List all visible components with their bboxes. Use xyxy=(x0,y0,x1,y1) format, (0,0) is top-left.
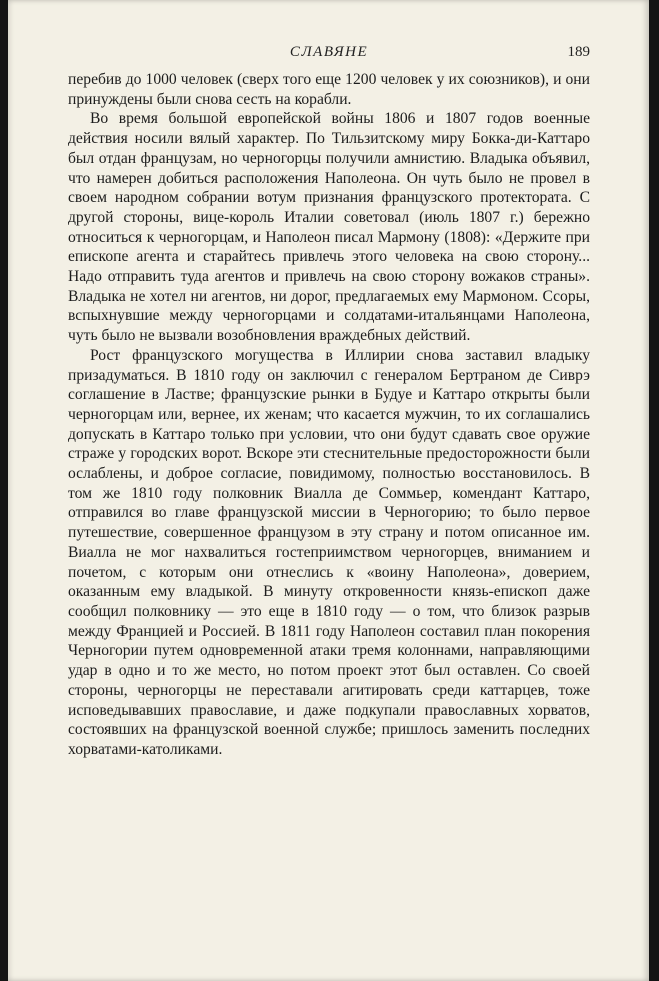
body-text xyxy=(68,70,590,760)
page-header xyxy=(68,44,590,64)
paragraph: Рост французского могущества в Иллирии снова заставил владыку призадуматься. В 1810 году он заключил с генералом Бертраном де Сиврэ соглашение в Ластве; французские рынки в Будуе и Каттаро открыты были черногорцам или, вернее, их женам; что касается мужчин, то их соглашались допускать в Каттаро только при условии, что они будут сдавать свое оружие страже у городских ворот. Вскоре эти стеснительные предосторожности были ослаблены, и доброе согласие, повидимому, полностью восстановилось. В том же 1810 году полковник Виалла де Соммьер, комендант Каттаро, отправился во главе французской миссии в Черногорию; то было первое путешествие, совершенное французом в эту страну и потом описанное им. Виалла не мог нахвалиться гостеприимством черногорцев, вниманием и почетом, с которым они отнеслись к «воину Наполеона», доверием, оказанным ему владыкой. В минуту откровенности князь-епископ даже сообщил полковнику — это еще в 1810 году — о том, что близок разрыв между Францией и Россией. В 1811 году Наполеон составил план покорения Черногории путем одновременной атаки тремя колоннами, направляющими удар в одно и то же место, но потом проект этот был оставлен. Со своей стороны, черногорцы не переставали агитировать среди каттарцев, тоже исповедывавших православие, и даже подкупали православных хорватов, состоявших на французской военной службе; пришлось заменить последних хорватами-католиками. xyxy=(68,346,590,758)
paragraph: Во время большой европейской войны 1806 и 1807 годов военные действия носили вялый характер. По Тильзитскому миру Бокка-ди-Каттаро был отдан французам, но черногорцы получили амнистию. Владыка объявил, что намерен добиться расположения Наполеона. Он чуть было не провел в своем народном собрании вотум признания французского протектората. С другой стороны, вице-король Италии советовал (июль 1807 г.) бережно относиться к черногорцам, и Наполеон писал Мармону (1808): «Держите при епископе агента и старайтесь привлечь этого человека на свою сторону... Надо отправить туда агентов и привлечь на свою сторону вожаков страны». Владыка не хотел ни агентов, ни дорог, предлагаемых ему Мармоном. Ссоры, вспыхнувшие между черногорцами и солдатами-итальянцами Наполеона, чуть было не вызвали возобновления враждебных действий. xyxy=(68,110,590,345)
page-number: 189 xyxy=(567,44,590,60)
paragraph: перебив до 1000 человек (сверх того еще 1200 человек у их союзников), и они принуждены были снова сесть на корабли. xyxy=(68,71,590,108)
book-page xyxy=(8,0,649,981)
running-title: СЛАВЯНЕ xyxy=(289,44,369,60)
